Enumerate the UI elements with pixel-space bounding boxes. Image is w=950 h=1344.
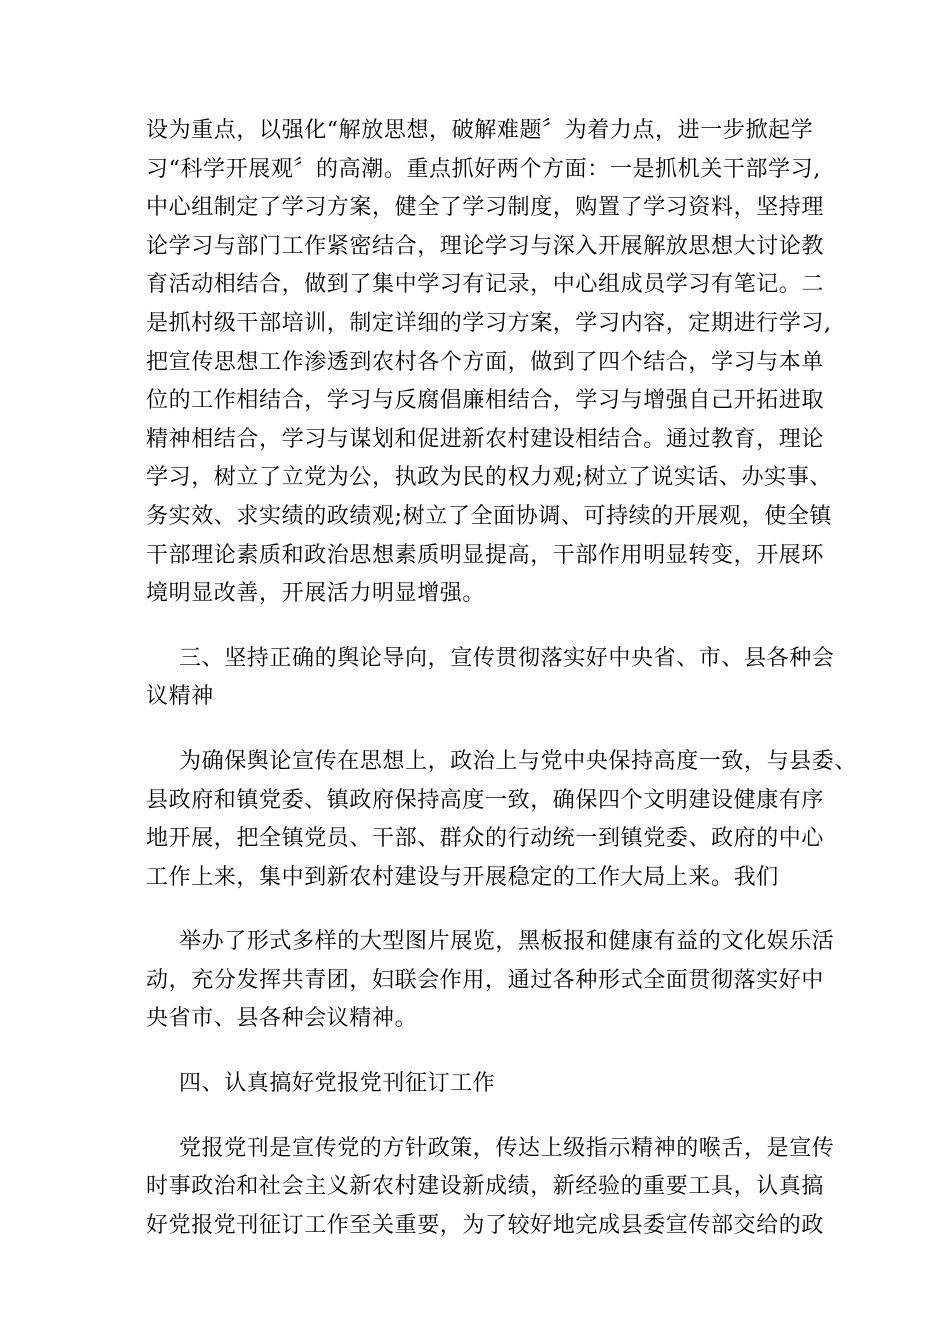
heading-line: 三、坚持正确的舆论导向，宣传贯彻落实好中央省、市、县各种会: [179, 645, 835, 671]
heading-line: 议精神: [146, 684, 214, 710]
text-line: 好党报党刊征订工作至关重要，为了较好地完成县委宣传部交给的政: [146, 1212, 825, 1238]
text-line: 为确保舆论宣传在思想上，政治上与党中央保持高度一致，与县委、: [179, 748, 858, 774]
text-line: 工作上来，集中到新农村建设与开展稳定的工作大局上来。我们: [146, 864, 779, 890]
text-line: 学习，树立了立党为公，执政为民的权力观;树立了说实话、办实事、: [146, 465, 833, 491]
text-line: 育活动相结合，做到了集中学习有记录，中心组成员学习有笔记。二: [146, 272, 825, 298]
text-line: 县政府和镇党委、镇政府保持高度一致，确保四个文明建设健康有序: [146, 787, 825, 813]
text-line: 央省市、县各种会议精神。: [146, 1006, 418, 1032]
text-line: 动，充分发挥共青团，妇联会作用，通过各种形式全面贯彻落实好中: [146, 967, 825, 993]
text-line: 设为重点，以强化“解放思想，破解难题〞为着力点，进一步掀起学: [146, 118, 814, 143]
text-line: 中心组制定了学习方案，健全了学习制度，购置了学习资料，坚持理: [146, 195, 825, 221]
text-line: 把宣传思想工作渗透到农村各个方面，做到了四个结合，学习与本单: [146, 349, 825, 375]
text-line: 务实效、求实绩的政绩观;树立了全面协调、可持续的开展观，使全镇: [146, 503, 833, 529]
section-heading-four: [146, 1065, 806, 1104]
text-line: 干部理论素质和政治思想素质明显提高，干部作用明显转变，开展环: [146, 542, 825, 568]
text-line: 论学习与部门工作紧密结合，理论学习与深入开展解放思想大讨论教: [146, 233, 825, 259]
text-line: 习“科学开展观〞的高潮。重点抓好两个方面：一是抓机关干部学习,: [146, 156, 821, 182]
text-line: 党报党刊是宣传党的方针政策，传达上级指示精神的喉舌，是宣传: [179, 1135, 835, 1161]
paragraph-party-newspapers: [146, 1130, 835, 1246]
text-line: 地开展，把全镇党员、干部、群众的行动统一到镇党委、政府的中心: [146, 826, 825, 852]
text-line: 境明显改善，开展活力明显增强。: [146, 581, 486, 607]
paragraph-study-work: [146, 112, 833, 614]
text-line: 精神相结合，学习与谋划和促进新农村建设相结合。通过教育，理论: [146, 426, 825, 452]
paragraph-activities: [146, 923, 835, 1039]
paragraph-public-opinion: [146, 743, 858, 897]
section-heading-three: [146, 640, 835, 717]
text-line: 时事政治和社会主义新农村建设新成绩，新经验的重要工具，认真搞: [146, 1174, 825, 1200]
document-body: [146, 112, 858, 1245]
text-line: 是抓村级干部培训，制定详细的学习方案，学习内容，定期进行学习,: [146, 310, 832, 336]
text-line: 举办了形式多样的大型图片展览，黑板报和健康有益的文化娱乐活: [179, 929, 835, 955]
heading-line: 四、认真搞好党报党刊征订工作: [179, 1071, 496, 1097]
text-line: 位的工作相结合，学习与反腐倡廉相结合，学习与增强自己开拓进取: [146, 388, 825, 414]
